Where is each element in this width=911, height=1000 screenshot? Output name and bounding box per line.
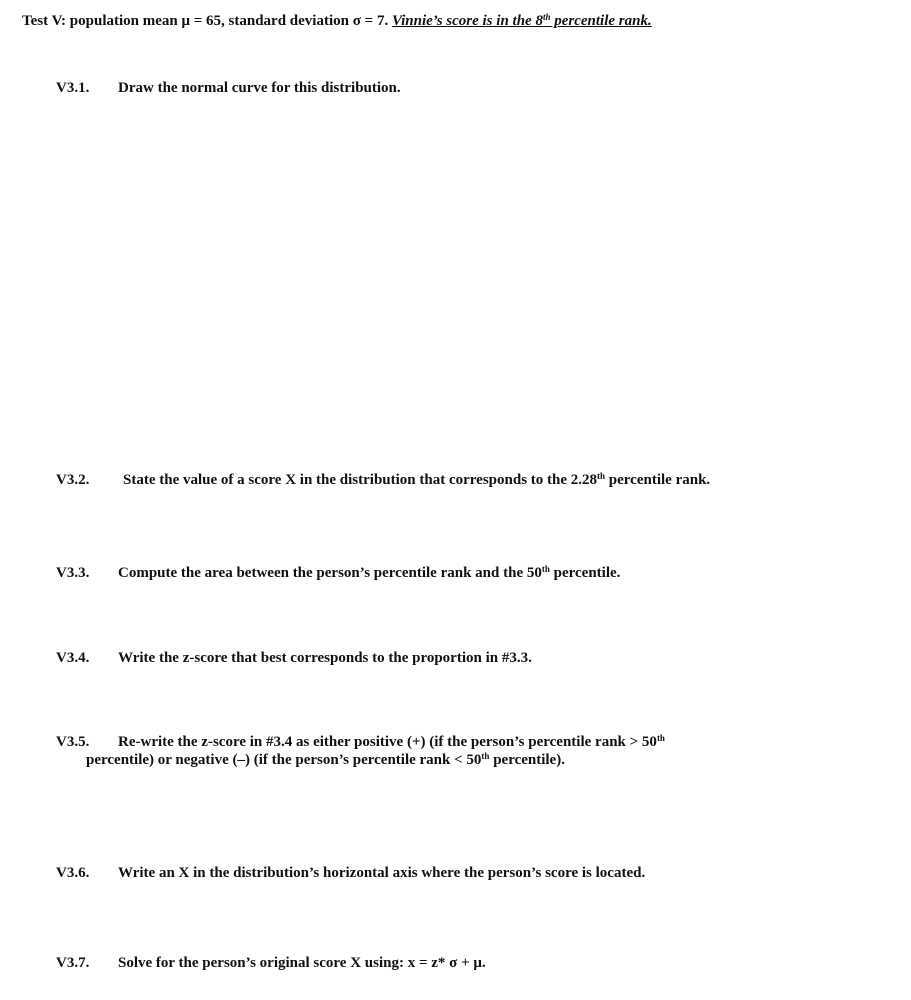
question-text: Write the z-score that best corresponds to the proportion in #3.3. (118, 650, 532, 666)
question-number: V3.2. (56, 472, 90, 488)
question-v3-5-line2: percentile) or negative (–) (if the person’s percentile rank < 50th percentile). (86, 751, 565, 768)
question-v3-2 (56, 472, 710, 489)
question-number: V3.1. (56, 80, 90, 96)
header-note: Vinnie’s score is in the 8th percentile rank. (391, 12, 652, 29)
question-text: Write an X in the distribution’s horizontal axis where the person’s score is located. (118, 865, 646, 881)
question-text: Draw the normal curve for this distribution. (118, 80, 401, 96)
question-v3-1 (56, 80, 401, 97)
question-number: V3.6. (56, 865, 90, 881)
question-number: V3.3. (56, 565, 90, 581)
question-text: Solve for the person’s original score X using: x = z* σ + μ. (118, 955, 486, 971)
question-v3-5 (56, 734, 665, 751)
question-v3-6 (56, 865, 645, 882)
question-number: V3.7. (56, 955, 90, 971)
test-header (22, 13, 652, 30)
question-text: State the value of a score X in the distribution that corresponds to the 2.28th percentile rank. (123, 471, 711, 488)
question-v3-7 (56, 955, 486, 972)
question-v3-3 (56, 565, 620, 582)
question-number: V3.5. (56, 734, 90, 750)
question-number: V3.4. (56, 650, 90, 666)
question-text: Compute the area between the person’s percentile rank and the 50th percentile. (118, 564, 621, 581)
header-prefix: Test V: population mean μ = 65, standard deviation σ = 7. (22, 13, 392, 29)
question-v3-4 (56, 650, 532, 667)
question-text-line1: Re-write the z-score in #3.4 as either positive (+) (if the person’s percentile rank > 50th (118, 733, 665, 750)
